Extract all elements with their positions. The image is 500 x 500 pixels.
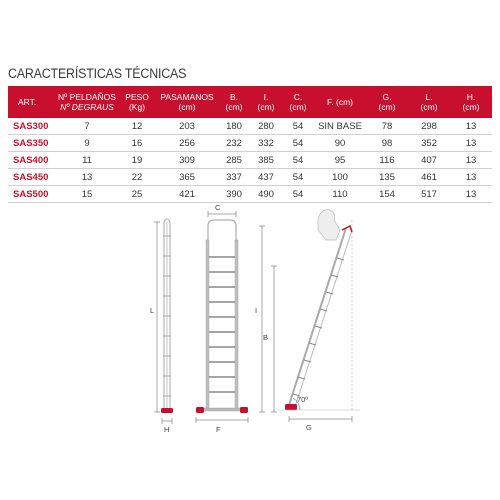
table-cell: 54 [282,169,314,186]
header-i: I. (cm) [257,92,275,112]
table-cell: 22 [118,169,156,186]
dimension-i [255,226,265,412]
label-f: F [216,425,221,434]
dimension-f [196,417,248,434]
page-title: CARACTERÍSTICAS TÉCNICAS [8,66,187,81]
header-g: G. (cm) [378,92,396,112]
table-cell: 135 [366,169,408,186]
dimension-h [162,418,172,434]
table-header-row [8,86,492,118]
ladder-front-view [196,220,248,413]
model-cell: SAS400 [8,152,56,169]
header-l: L. (cm) [420,92,438,112]
table-cell: 98 [366,135,408,152]
table-cell: 95 [314,152,366,169]
table-row [8,118,492,135]
header-h: H. (cm) [462,92,480,112]
label-l: L [150,306,155,315]
table-cell: 13 [450,152,492,169]
ladder-foot-front-right [240,407,248,413]
table-cell: 13 [450,186,492,203]
table-cell: 280 [250,118,282,135]
specifications-table [8,86,492,203]
table-cell: 13 [450,135,492,152]
table-cell: 78 [366,118,408,135]
table-cell: 154 [366,186,408,203]
dimension-c [208,203,236,217]
table-cell: 203 [156,118,218,135]
label-b: B [263,333,269,342]
table-cell: 352 [408,135,450,152]
dimension-l [150,222,160,412]
model-cell: SAS500 [8,186,56,203]
table-cell: 13 [450,118,492,135]
table-cell: 12 [118,118,156,135]
ladder-leaning-view [278,210,360,410]
table-row [8,135,492,152]
table-cell: 232 [218,135,250,152]
table-cell: 13 [56,169,118,186]
table-cell: 256 [156,135,218,152]
header-weight: PESO (Kg) [125,92,149,112]
table-cell: 421 [156,186,218,203]
table-cell: 9 [56,135,118,152]
table-cell: 337 [218,169,250,186]
header-art: ART. [18,97,37,107]
ladder-side-view [161,219,173,413]
label-h: H [164,425,170,434]
table-cell: 19 [118,152,156,169]
table-cell: 7 [56,118,118,135]
table-cell: 54 [282,152,314,169]
model-cell: SAS350 [8,135,56,152]
table-row [8,169,492,186]
dimension-g [289,416,352,432]
table-cell: 437 [250,169,282,186]
ladder-foot-leaning [285,404,297,410]
table-row [8,152,492,169]
model-cell: SAS450 [8,169,56,186]
label-g: G [306,423,312,432]
table-cell: 11 [56,152,118,169]
table-cell: 15 [56,186,118,203]
table-cell: 116 [366,152,408,169]
table-cell: 180 [218,118,250,135]
ladder-foot-front-left [196,407,204,413]
table-cell: 298 [408,118,450,135]
table-cell: 13 [450,169,492,186]
header-c: C. (cm) [289,92,307,112]
label-i: I [255,306,258,315]
table-cell: 309 [156,152,218,169]
table-cell: 285 [218,152,250,169]
table-cell: 390 [218,186,250,203]
header-handrail: PASAMANOS (cm) [160,92,214,112]
ladder-foot-left-side [161,408,173,413]
dimension-b [263,266,277,412]
table-cell: 54 [282,118,314,135]
header-b: B. (cm) [225,92,243,112]
table-cell: 385 [250,152,282,169]
table-cell: SIN BASE [314,118,366,135]
table-cell: 90 [314,135,366,152]
header-f: F. (cm) [327,97,353,107]
table-cell: 54 [282,186,314,203]
table-cell: 517 [408,186,450,203]
table-cell: 461 [408,169,450,186]
table-cell: 110 [314,186,366,203]
table-cell: 100 [314,169,366,186]
table-cell: 25 [118,186,156,203]
ladder-dimension-diagram [0,200,500,500]
table-cell: 54 [282,135,314,152]
table-cell: 332 [250,135,282,152]
label-angle: 70º [297,395,309,404]
table-cell: 16 [118,135,156,152]
table-cell: 407 [408,152,450,169]
table-cell: 490 [250,186,282,203]
label-c: C [215,203,221,212]
model-cell: SAS300 [8,118,56,135]
header-steps: Nº PELDAÑOS Nº DEGRAUS [58,92,116,112]
table-cell: 365 [156,169,218,186]
